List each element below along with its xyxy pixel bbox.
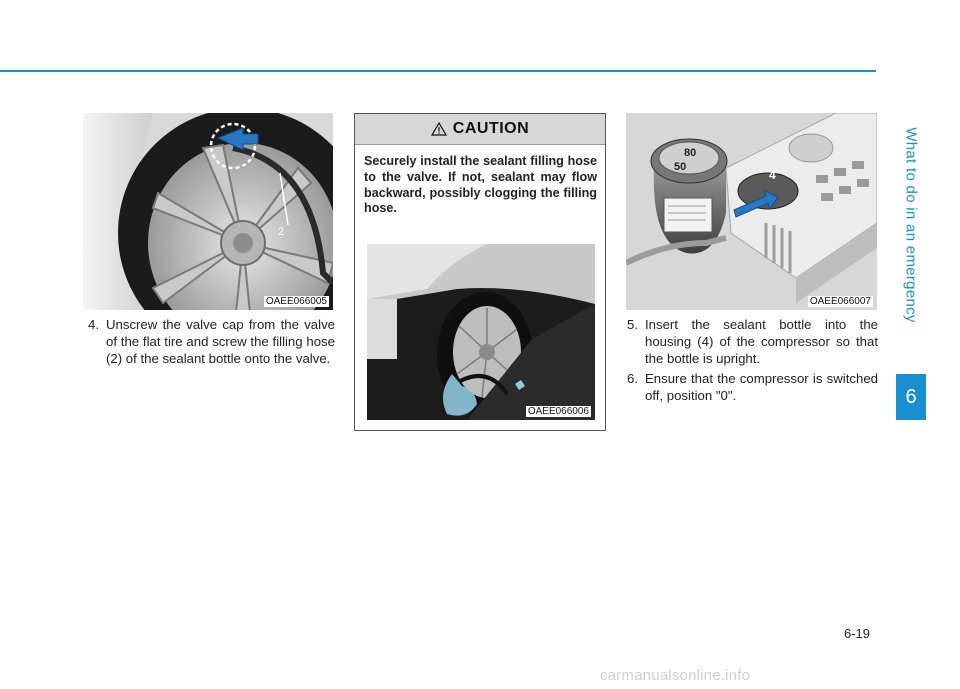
step-6 xyxy=(627,370,878,404)
step-text: Unscrew the valve cap from the valve of the flat tire and screw the filling hose (2) of the sealant bottle onto the valve. xyxy=(106,317,335,366)
step-text: Ensure that the compressor is switched off, position "0". xyxy=(645,371,878,403)
figure-valve-hose xyxy=(83,113,333,310)
callout-4: 4 xyxy=(769,168,776,182)
page-number: 6-19 xyxy=(844,626,871,641)
step-number: 4. xyxy=(88,317,99,332)
step-text: Insert the sealant bottle into the housing (4) of the compressor so that the bottle is upright. xyxy=(645,317,878,366)
gauge-bottom-value: 50 xyxy=(674,161,687,173)
header-rule xyxy=(0,70,876,72)
wheel-valve-illustration xyxy=(83,113,333,310)
gauge-top-value: 80 xyxy=(684,147,697,159)
caution-header xyxy=(355,114,605,145)
figure-sealant-leak xyxy=(367,244,595,420)
figure-code: OAEE066006 xyxy=(527,406,589,417)
section-title-vertical xyxy=(896,80,926,370)
figure-code: OAEE066007 xyxy=(809,296,871,307)
callout-2: 2 xyxy=(278,226,285,238)
step-5 xyxy=(627,316,878,367)
caution-label: CAUTION xyxy=(452,120,530,137)
warning-triangle-icon xyxy=(431,122,447,136)
compressor-illustration xyxy=(626,113,877,310)
step-number: 6. xyxy=(627,371,638,386)
figure-compressor xyxy=(626,113,877,310)
caution-text: Securely install the sealant filling hose to the valve. If not, sealant may flow backward, possibly clogging the filling hose. xyxy=(364,154,597,216)
chapter-tab: 6 xyxy=(896,374,926,420)
sealant-leak-illustration xyxy=(367,244,595,420)
step-4 xyxy=(88,316,335,367)
watermark: carmanualsonline.info xyxy=(600,667,751,684)
caution-box xyxy=(354,113,606,431)
section-title-text: What to do in an emergency xyxy=(902,127,920,323)
figure-code: OAEE066005 xyxy=(265,296,327,307)
step-number: 5. xyxy=(627,317,638,332)
